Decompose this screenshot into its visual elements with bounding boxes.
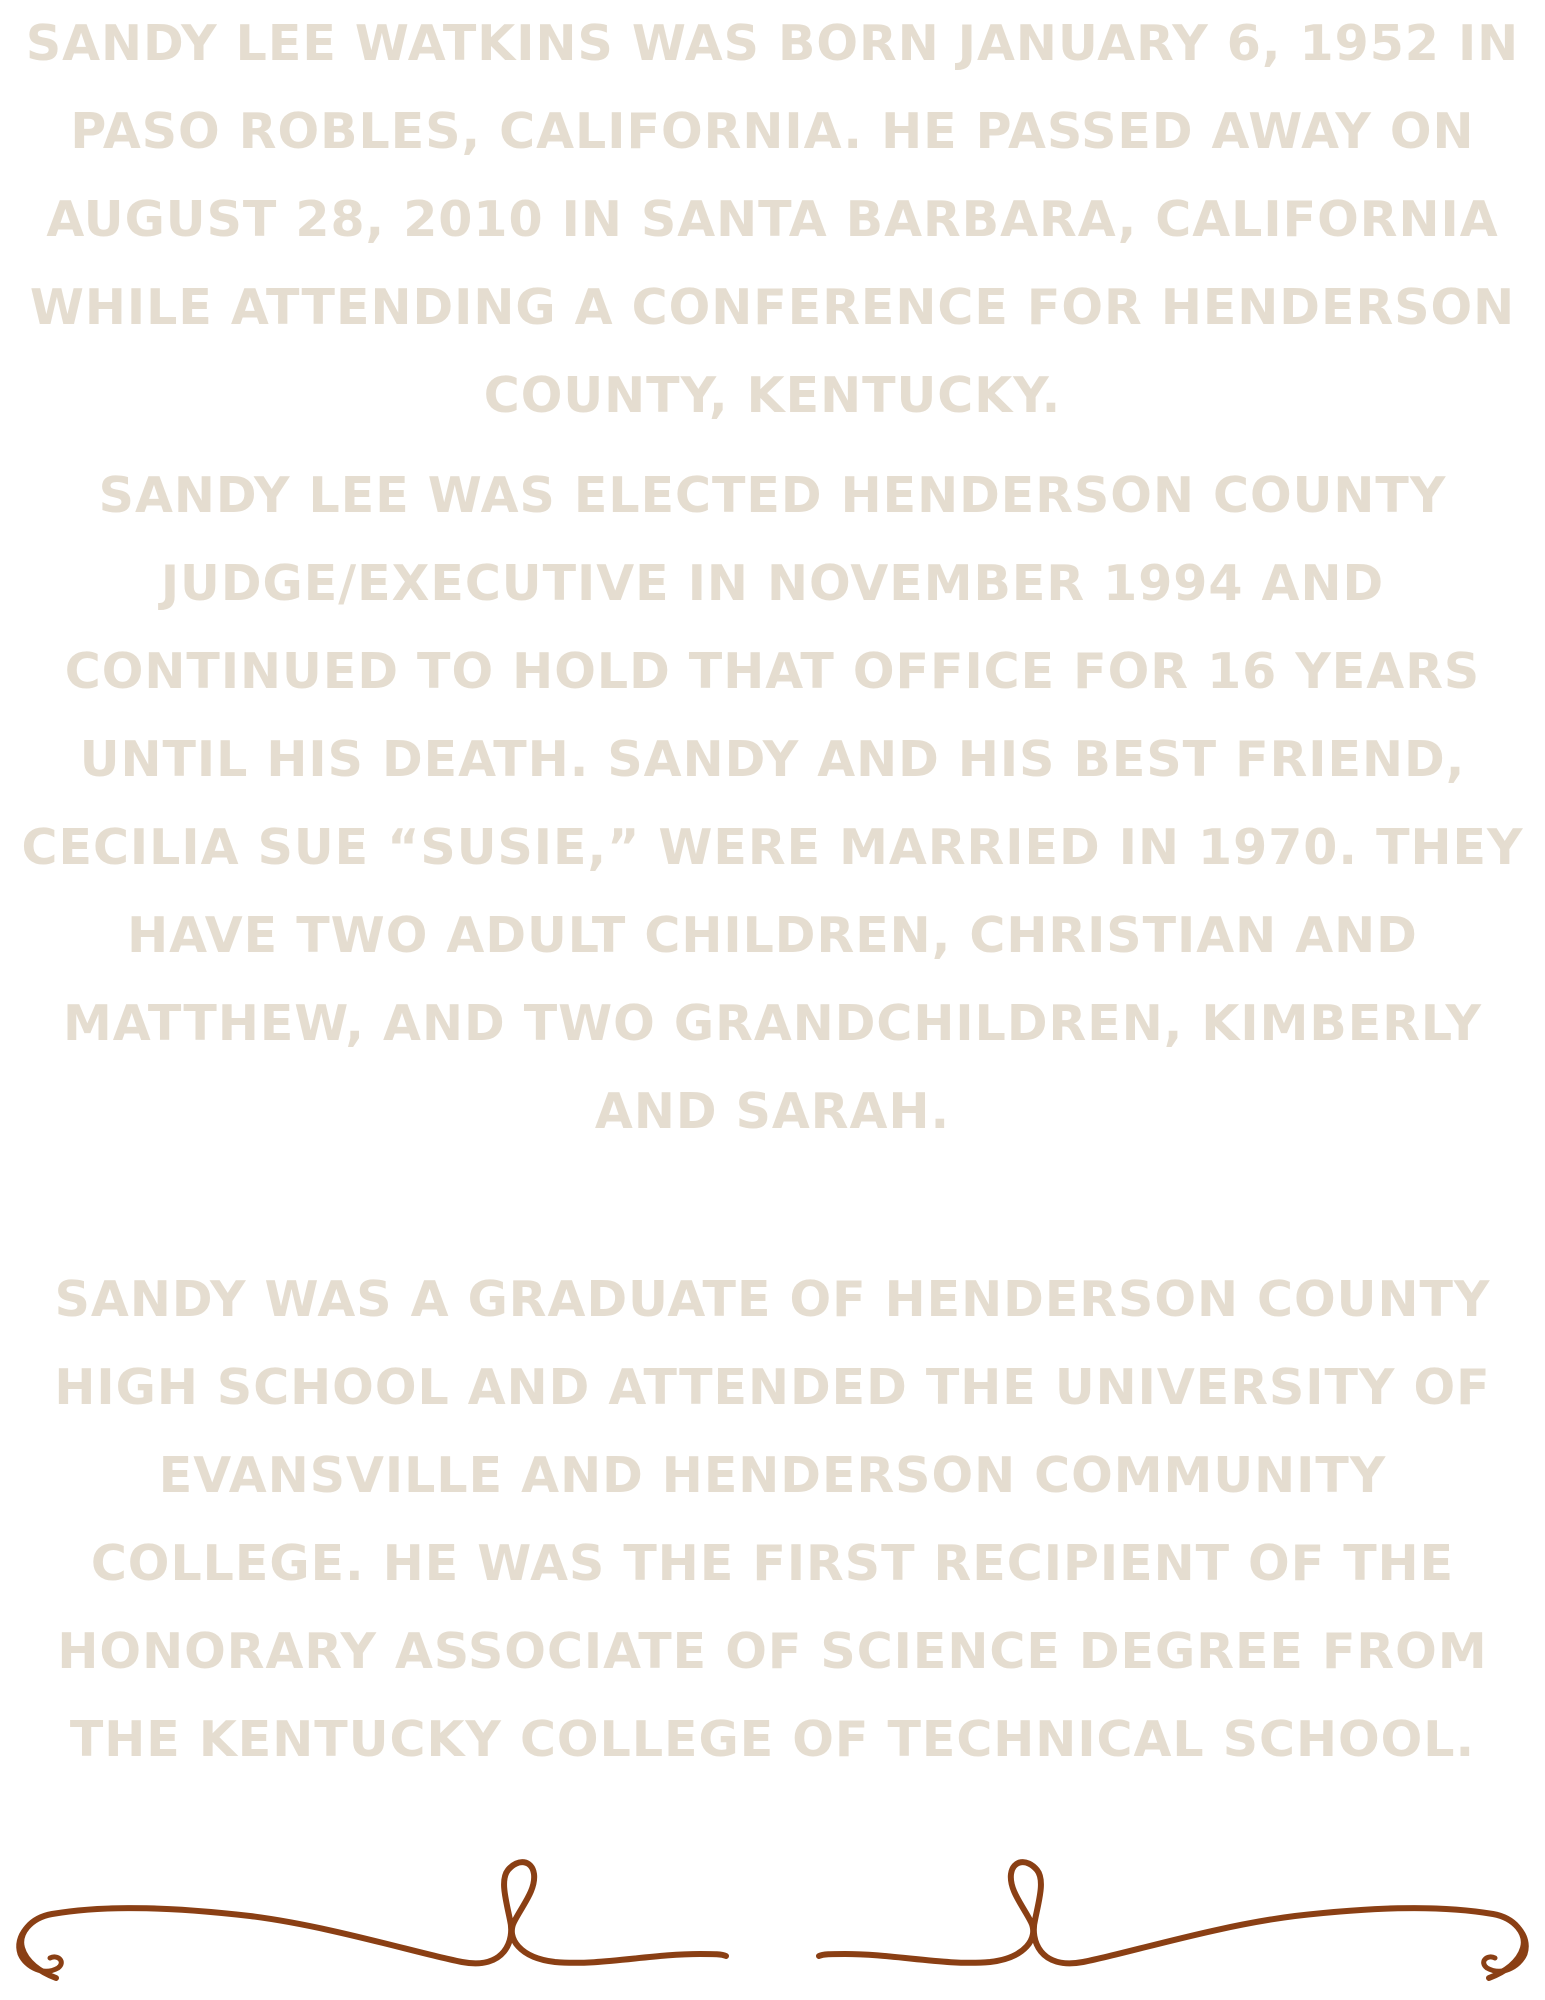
flourish-left-curl xyxy=(19,1914,62,1971)
bio-paragraph-birth: SANDY LEE WATKINS WAS BORN JANUARY 6, 1952 IN PASO ROBLES, CALIFORNIA. HE PASSED AWAY ON AUGUST 28, 2010 IN SANTA BARBARA, CALIFORNIA WHILE ATTENDING A CONFERENCE FOR HENDERSON COUNTY, KENTUCKY. xyxy=(25,15,1520,424)
flourish-right-stroke xyxy=(819,1862,1524,1978)
flourish-left-stroke xyxy=(21,1862,726,1978)
bio-paragraph-education: SANDY WAS A GRADUATE OF HENDERSON COUNTY HIGH SCHOOL AND ATTENDED THE UNIVERSITY OF EVANSVILLE AND HENDERSON COMMUNITY COLLEGE. HE WAS THE FIRST RECIPIENT OF THE HONORARY ASSOCIATE OF SCIENCE DEGREE FROM THE KENTUCKY COLLEGE OF TECHNICAL SCHOOL. xyxy=(54,1271,1491,1768)
bio-paragraph-career: SANDY LEE WAS ELECTED HENDERSON COUNTY JUDGE/EXECUTIVE IN NOVEMBER 1994 AND CONTINUED TO HOLD THAT OFFICE FOR 16 YEARS UNTIL HIS DEATH. SANDY AND HIS BEST FRIEND, CECILIA SUE “SUSIE,” WERE MARRIED IN 1970. THEY HAVE TWO ADULT CHILDREN, CHRISTIAN AND MATTHEW, AND TWO GRANDCHILDREN, KIMBERLY AND SARAH. xyxy=(21,467,1524,1140)
flourish-right-curl xyxy=(1484,1914,1527,1971)
decorative-flourish-icon xyxy=(0,1850,1545,2000)
